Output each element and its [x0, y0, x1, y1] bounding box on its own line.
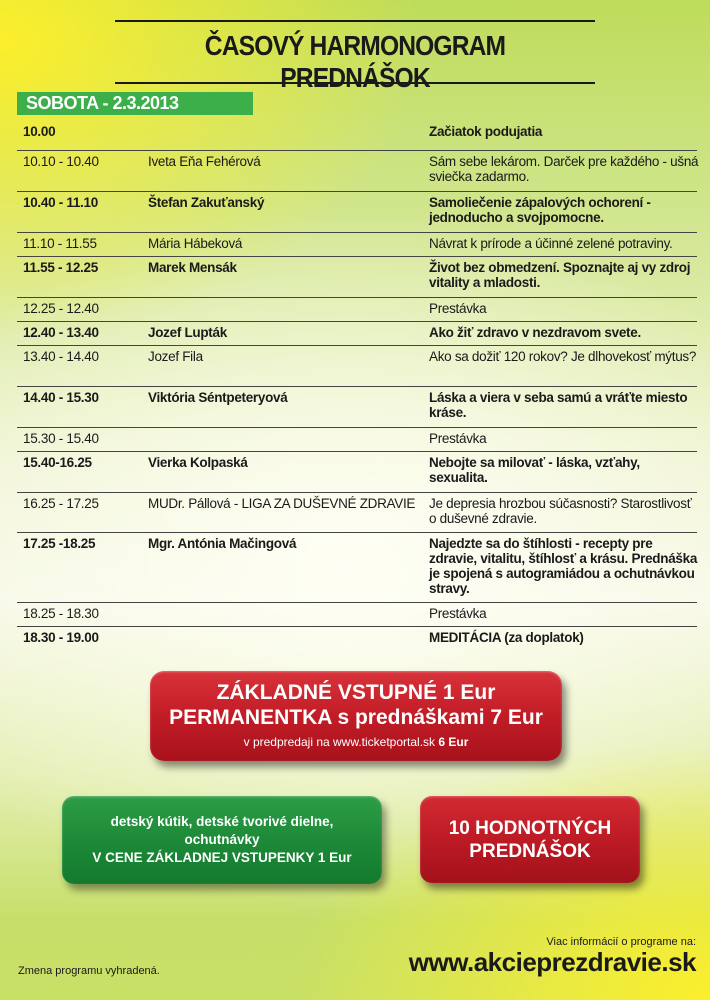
- schedule-row: [17, 428, 697, 452]
- speaker-cell: Jozef Lupták: [148, 325, 227, 340]
- day-badge: SOBOTA - 2.3.2013: [17, 92, 253, 115]
- schedule-row: [17, 322, 697, 346]
- presale-label: v predpredaji na www.ticketportal.sk: [243, 735, 436, 749]
- kids-corner-banner: [62, 796, 382, 884]
- schedule-row: [17, 493, 697, 533]
- time-cell: 18.30 - 19.00: [23, 630, 99, 645]
- lectures-line-2: PREDNÁŠOK: [469, 841, 591, 862]
- pass-price-text: PERMANENTKA s prednáškami 7 Eur: [169, 706, 543, 729]
- schedule-table: [17, 121, 697, 651]
- speaker-cell: Marek Mensák: [148, 260, 237, 275]
- presale-price: 6 Eur: [438, 735, 469, 749]
- time-cell: 15.30 - 15.40: [23, 431, 99, 446]
- speaker-cell: Štefan Zakuťanský: [148, 195, 265, 210]
- topic-cell: Ako sa dožiť 120 rokov? Je dlhovekosť mýtus?: [429, 349, 697, 364]
- schedule-row: [17, 298, 697, 322]
- schedule-row: [17, 192, 697, 233]
- time-cell: 18.25 - 18.30: [23, 606, 99, 621]
- topic-cell: Začiatok podujatia: [429, 124, 543, 139]
- page-title: ČASOVÝ HARMONOGRAM PREDNÁŠOK: [204, 30, 506, 93]
- lectures-line-1: 10 HODNOTNÝCH: [448, 818, 612, 839]
- lectures-banner: [420, 796, 640, 883]
- time-cell: 15.40-16.25: [23, 455, 92, 470]
- time-cell: 10.00: [23, 124, 56, 139]
- topic-cell: MEDITÁCIA (za doplatok): [429, 630, 584, 645]
- schedule-row: [17, 533, 697, 603]
- kids-line-3: V CENE ZÁKLADNEJ VSTUPENKY 1 Eur: [92, 850, 352, 865]
- schedule-row: [17, 452, 697, 493]
- more-info-label: Viac informácií o programe na:: [546, 936, 696, 948]
- schedule-row: [17, 233, 697, 257]
- speaker-cell: Mgr. Antónia Mačingová: [148, 536, 297, 551]
- speaker-cell: MUDr. Pállová - LIGA ZA DUŠEVNÉ ZDRAVIE: [148, 496, 416, 511]
- time-cell: 11.55 - 12.25: [23, 260, 98, 275]
- title-block: [115, 20, 595, 93]
- time-cell: 17.25 -18.25: [23, 536, 96, 551]
- topic-cell: Prestávka: [429, 301, 487, 316]
- time-cell: 13.40 - 14.40: [23, 349, 99, 364]
- schedule-row: [17, 257, 697, 298]
- kids-line-1: detský kútik, detské tvorivé dielne,: [110, 814, 334, 829]
- time-cell: 12.40 - 13.40: [23, 325, 99, 340]
- pricing-banner: [150, 671, 562, 761]
- kids-line-2: ochutnávky: [184, 832, 260, 847]
- schedule-row: [17, 387, 697, 428]
- schedule-row: [17, 627, 697, 651]
- topic-cell: Návrat k prírode a účinné zelené potraviny.: [429, 236, 673, 251]
- topic-cell: Je depresia hrozbou súčasnosti? Starostlivosť o duševné zdravie.: [429, 496, 692, 526]
- time-cell: 16.25 - 17.25: [23, 496, 99, 511]
- topic-cell: Nebojte sa milovať - láska, vzťahy, sexualita.: [429, 455, 640, 485]
- website-link[interactable]: www.akcieprezdravie.sk: [408, 947, 696, 977]
- speaker-cell: Viktória Séntpeteryová: [148, 390, 288, 405]
- schedule-row: [17, 121, 697, 151]
- topic-cell: Život bez obmedzení. Spoznajte aj vy zdroj vitality a mladosti.: [429, 260, 691, 290]
- schedule-row: [17, 603, 697, 627]
- topic-cell: Najedzte sa do štíhlosti - recepty pre zdravie, vitalitu, štíhlosť a krásu. Prednáška je spojená s autogramiádou a ochutnávkou stravy.: [429, 536, 698, 596]
- speaker-cell: Jozef Fila: [148, 349, 203, 364]
- speaker-cell: Iveta Eňa Fehérová: [148, 154, 261, 169]
- schedule-row: [17, 151, 697, 192]
- schedule-row: [17, 346, 697, 387]
- speaker-cell: Mária Hábeková: [148, 236, 243, 251]
- time-cell: 11.10 - 11.55: [23, 236, 97, 251]
- time-cell: 14.40 - 15.30: [23, 390, 99, 405]
- speaker-cell: Vierka Kolpaská: [148, 455, 248, 470]
- time-cell: 10.10 - 10.40: [23, 154, 99, 169]
- topic-cell: Láska a viera v seba samú a vráťte miesto kráse.: [429, 390, 688, 420]
- time-cell: 10.40 - 11.10: [23, 195, 98, 210]
- topic-cell: Prestávka: [429, 606, 487, 621]
- topic-cell: Sám sebe lekárom. Darček pre každého - ušná sviečka zadarmo.: [429, 154, 699, 184]
- topic-cell: Ako žiť zdravo v nezdravom svete.: [429, 325, 641, 340]
- basic-admission-text: ZÁKLADNÉ VSTUPNÉ 1 Eur: [216, 681, 496, 704]
- time-cell: 12.25 - 12.40: [23, 301, 99, 316]
- topic-cell: Prestávka: [429, 431, 487, 446]
- presale-text: [150, 735, 562, 749]
- program-change-note: Zmena programu vyhradená.: [18, 965, 160, 977]
- topic-cell: Samoliečenie zápalových ochorení - jednoducho a svojpomocne.: [429, 195, 651, 225]
